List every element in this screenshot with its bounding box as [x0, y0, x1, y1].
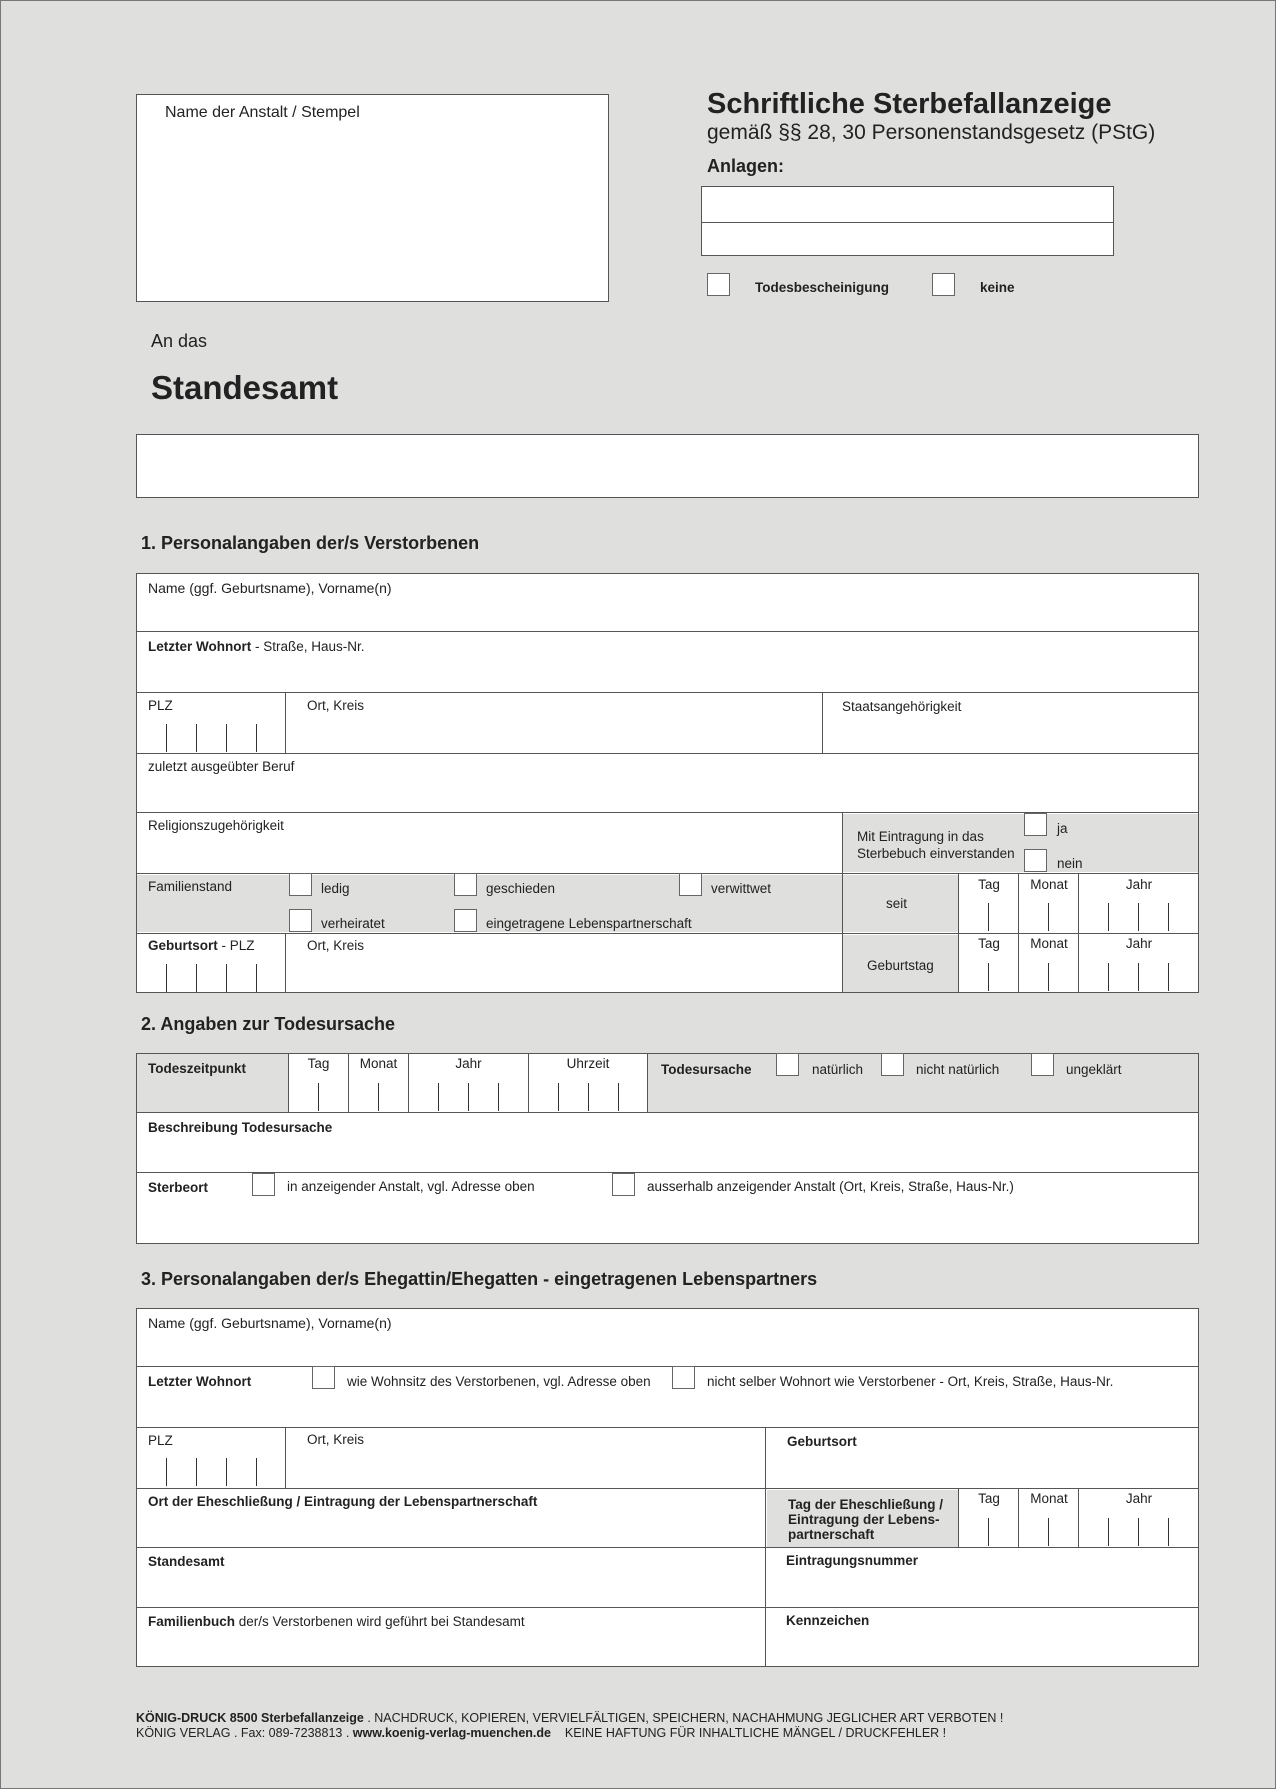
familienstand-lebenspartnerschaft-checkbox[interactable] [454, 909, 477, 932]
footer-line1 [136, 1711, 1003, 1725]
spouse-wohnort-gleich-checkbox[interactable] [312, 1366, 335, 1389]
seit-monat-header: Monat [1030, 877, 1068, 892]
geburtsort-plz-label [148, 938, 255, 953]
eintragung-nein-label: nein [1057, 856, 1083, 871]
seit-label: seit [886, 896, 908, 911]
section1-title: 1. Personalangaben der/s Verstorbenen [141, 533, 480, 553]
spouse-wohnort-gleich-label: wie Wohnsitz des Verstorbenen, vgl. Adresse oben [347, 1374, 651, 1389]
form-subtitle: gemäß §§ 28, 30 Personenstandsgesetz (PStG) [707, 121, 1156, 144]
deceased-address-label [148, 639, 365, 654]
beruf-label: zuletzt ausgeübter Beruf [148, 759, 295, 774]
todeszeit-uhrzeit-header: Uhrzeit [566, 1056, 610, 1071]
anlagen-field-1[interactable] [701, 186, 1114, 223]
digit-separator [1168, 1518, 1169, 1546]
beruf-field[interactable] [137, 755, 1198, 811]
ehe-monat-header: Monat [1030, 1491, 1068, 1506]
ehe-jahr-header: Jahr [1125, 1491, 1153, 1506]
todesursache-natuerlich-label: natürlich [812, 1062, 864, 1077]
divider [136, 1366, 1199, 1367]
section2-title: 2. Angaben zur Todesursache [141, 1014, 396, 1034]
divider [136, 1547, 1199, 1548]
todesursache-ungeklaert-label: ungeklärt [1066, 1062, 1122, 1077]
footer-contact: KÖNIG VERLAG . Fax: 089-7238813 . [136, 1726, 353, 1740]
todesursache-label: Todesursache [661, 1062, 752, 1077]
footer-publisher: KÖNIG-DRUCK 8500 Sterbefallanzeige [136, 1711, 364, 1725]
digit-separator [166, 964, 167, 992]
divider [136, 1488, 1199, 1489]
digit-separator [256, 724, 257, 752]
familienstand-verheiratet-label: verheiratet [321, 916, 385, 931]
geburtstag-jahr-header: Jahr [1125, 936, 1153, 951]
digit-separator [498, 1083, 499, 1111]
wohnort-rest: - Straße, Haus-Nr. [251, 639, 365, 654]
tag-eheschliessung-label-line1: Tag der Eheschließung / [788, 1497, 944, 1512]
digit-separator [1048, 963, 1049, 991]
anlagen-field-2[interactable] [701, 222, 1114, 256]
familienbuch-bold: Familienbuch [148, 1614, 236, 1629]
digit-separator [1108, 963, 1109, 991]
digit-separator [226, 964, 227, 992]
familienstand-label: Familienstand [148, 879, 233, 894]
footer-copyright: . NACHDRUCK, KOPIEREN, VERVIELFÄLTIGEN, SPEICHERN, NACHAHMUNG JEGLICHER ART VERBOTEN ! [363, 1711, 1004, 1725]
geburtstag-monat-header: Monat [1030, 936, 1068, 951]
digit-separator [1138, 1518, 1139, 1546]
todeszeitpunkt-label: Todeszeitpunkt [148, 1061, 247, 1076]
familienstand-geschieden-label: geschieden [486, 881, 556, 896]
eintragung-label-line1: Mit Eintragung in das [857, 829, 984, 844]
footer-line2 [136, 1726, 946, 1740]
divider [136, 1427, 1199, 1428]
digit-separator [1108, 903, 1109, 931]
familienstand-geschieden-checkbox[interactable] [454, 873, 477, 896]
spouse-geburtsort-label: Geburtsort [787, 1434, 857, 1449]
staatsangehoerigkeit-label: Staatsangehörigkeit [842, 699, 962, 714]
divider [822, 693, 823, 753]
digit-separator [588, 1083, 589, 1111]
digit-separator [378, 1083, 379, 1111]
digit-separator [226, 1458, 227, 1486]
digit-separator [618, 1083, 619, 1111]
familienbuch-rest: der/s Verstorbenen wird geführt bei Standesamt [235, 1614, 525, 1629]
tag-eheschliessung-label-line3: partnerschaft [788, 1527, 875, 1542]
divider [136, 1607, 1199, 1608]
standesamt-address-field[interactable] [136, 434, 1199, 498]
sterbeort-ausserhalb-label: ausserhalb anzeigender Anstalt (Ort, Kreis, Straße, Haus-Nr.) [647, 1179, 1014, 1194]
digit-separator [226, 724, 227, 752]
eintragung-nein-checkbox[interactable] [1024, 849, 1047, 872]
eintragungsnummer-label: Eintragungsnummer [786, 1553, 919, 1568]
geburtsort-ort-label: Ort, Kreis [307, 938, 365, 953]
digit-separator [1138, 903, 1139, 931]
digit-separator [256, 964, 257, 992]
eintragung-label-line2: Sterbebuch einverstanden [857, 846, 1015, 861]
deceased-name-label: Name (ggf. Geburtsname), Vorname(n) [148, 580, 392, 596]
familienstand-lebenspartnerschaft-label: eingetragene Lebenspartnerschaft [486, 916, 692, 931]
digit-separator [166, 724, 167, 752]
digit-separator [1168, 963, 1169, 991]
familienstand-ledig-checkbox[interactable] [289, 873, 312, 896]
deceased-plz-label: PLZ [148, 698, 173, 713]
digit-separator [1168, 903, 1169, 931]
digit-separator [318, 1083, 319, 1111]
divider [285, 1428, 286, 1488]
spouse-plz-label: PLZ [148, 1433, 173, 1448]
sterbeort-in-anstalt-checkbox[interactable] [252, 1173, 275, 1196]
geburtsort-bold: Geburtsort [148, 938, 218, 953]
ehe-tag-header: Tag [978, 1491, 1000, 1506]
digit-separator [196, 724, 197, 752]
spouse-standesamt-field[interactable] [137, 1549, 765, 1607]
digit-separator [988, 903, 989, 931]
anlage-keine-checkbox[interactable] [932, 273, 955, 296]
spouse-wohnort-label: Letzter Wohnort [148, 1374, 252, 1389]
divider [285, 934, 286, 993]
anlagen-label: Anlagen: [707, 156, 785, 176]
anlage-todesbescheinigung-label: Todesbescheinigung [755, 280, 890, 295]
divider [136, 753, 1199, 754]
geburtstag-label: Geburtstag [867, 958, 934, 973]
familienstand-ledig-label: ledig [321, 881, 350, 896]
kennzeichen-label: Kennzeichen [786, 1613, 870, 1628]
deceased-ort-label: Ort, Kreis [307, 698, 365, 713]
sterbeort-label: Sterbeort [148, 1180, 209, 1195]
divider [136, 692, 1199, 693]
section3-title: 3. Personalangaben der/s Ehegattin/Ehegatten - eingetragenen Lebenspartners [141, 1269, 818, 1289]
digit-separator [196, 964, 197, 992]
deceased-ort-field[interactable] [287, 694, 822, 752]
familienstand-verwittwet-checkbox[interactable] [679, 873, 702, 896]
digit-separator [1048, 1518, 1049, 1546]
spouse-name-label: Name (ggf. Geburtsname), Vorname(n) [148, 1315, 392, 1331]
geburtsort-ort-field[interactable] [287, 935, 842, 992]
ort-eheschliessung-label: Ort der Eheschließung / Eintragung der Lebenspartnerschaft [148, 1494, 538, 1509]
digit-separator [558, 1083, 559, 1111]
todesursache-nicht-natuerlich-checkbox[interactable] [881, 1053, 904, 1076]
spouse-standesamt-label: Standesamt [148, 1554, 225, 1569]
eintragung-ja-checkbox[interactable] [1024, 813, 1047, 836]
familienstand-verheiratet-checkbox[interactable] [289, 909, 312, 932]
todesursache-nicht-natuerlich-label: nicht natürlich [916, 1062, 1000, 1077]
todeszeit-tag-header: Tag [307, 1056, 330, 1071]
standesamt-heading: Standesamt [151, 369, 339, 406]
spouse-wohnort-anders-label: nicht selber Wohnort wie Verstorbener - Ort, Kreis, Straße, Haus-Nr. [707, 1374, 1114, 1389]
institution-stamp-label: Name der Anstalt / Stempel [165, 104, 360, 121]
digit-separator [256, 1458, 257, 1486]
eintragung-ja-label: ja [1057, 821, 1068, 836]
geburtstag-tag-header: Tag [978, 936, 1000, 951]
todesursache-natuerlich-checkbox[interactable] [776, 1053, 799, 1076]
familienbuch-label [148, 1614, 525, 1629]
an-das-label: An das [151, 331, 208, 351]
beschreibung-todesursache-label: Beschreibung Todesursache [148, 1120, 333, 1135]
wohnort-bold: Letzter Wohnort [148, 639, 252, 654]
institution-stamp-field[interactable] [136, 94, 609, 302]
seit-jahr-header: Jahr [1125, 877, 1153, 892]
anlage-todesbescheinigung-checkbox[interactable] [707, 273, 730, 296]
todesursache-ungeklaert-checkbox[interactable] [1031, 1053, 1054, 1076]
todeszeit-monat-header: Monat [359, 1056, 398, 1071]
digit-separator [196, 1458, 197, 1486]
tag-eheschliessung-label-line2: Eintragung der Lebens- [788, 1512, 940, 1527]
sterbeort-ausserhalb-checkbox[interactable] [612, 1173, 635, 1196]
divider [136, 1172, 1199, 1173]
todeszeit-jahr-header: Jahr [455, 1056, 482, 1071]
footer-website-link[interactable]: www.koenig-verlag-muenchen.de [352, 1726, 551, 1740]
spouse-ort-label: Ort, Kreis [307, 1432, 365, 1447]
form-title: Schriftliche Sterbefallanzeige [707, 88, 1112, 120]
familienstand-verwittwet-label: verwittwet [711, 881, 772, 896]
digit-separator [1138, 963, 1139, 991]
footer-disclaimer: KEINE HAFTUNG FÜR INHALTLICHE MÄNGEL / DRUCKFEHLER ! [550, 1726, 947, 1740]
digit-separator [988, 1518, 989, 1546]
geburtsort-rest: - PLZ [217, 938, 255, 953]
divider [285, 693, 286, 753]
digit-separator [1048, 903, 1049, 931]
digit-separator [988, 963, 989, 991]
sterbeort-in-anstalt-label: in anzeigender Anstalt, vgl. Adresse oben [287, 1179, 535, 1194]
anlage-keine-label: keine [980, 280, 1015, 295]
digit-separator [438, 1083, 439, 1111]
divider [136, 631, 1199, 632]
spouse-wohnort-anders-checkbox[interactable] [672, 1366, 695, 1389]
seit-tag-header: Tag [978, 877, 1000, 892]
digit-separator [166, 1458, 167, 1486]
digit-separator [1108, 1518, 1109, 1546]
digit-separator [468, 1083, 469, 1111]
divider [136, 1112, 1199, 1113]
divider [136, 933, 1199, 934]
religion-label: Religionszugehörigkeit [148, 818, 284, 833]
